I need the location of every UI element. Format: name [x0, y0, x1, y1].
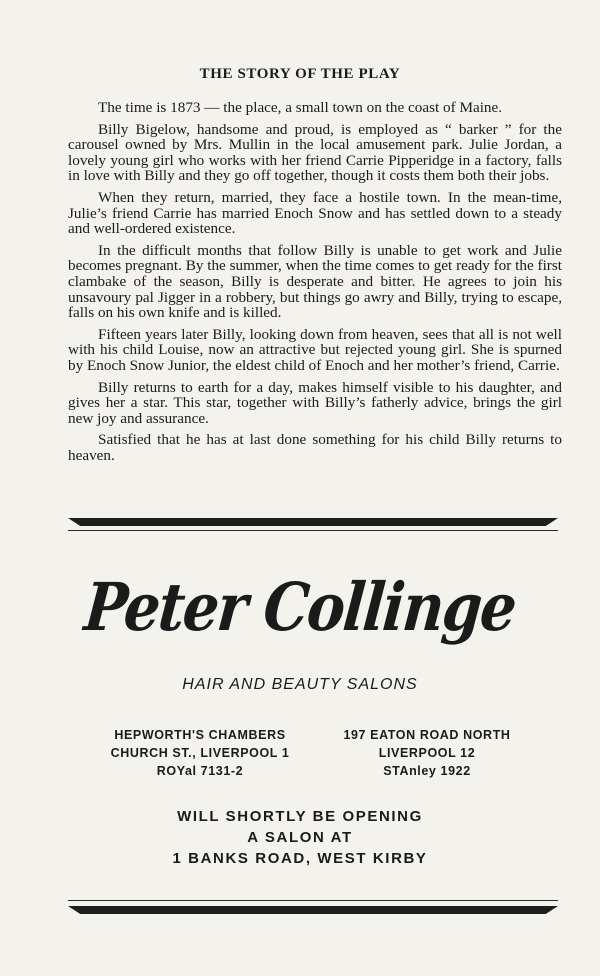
address-line: HEPWORTH'S CHAMBERS: [114, 728, 286, 742]
opening-line: A SALON AT: [247, 829, 353, 846]
address-line: 197 EATON ROAD NORTH: [343, 728, 511, 742]
bottom-divider-thin: [68, 900, 558, 901]
address-line: LIVERPOOL 12: [378, 746, 476, 760]
address-right: [320, 726, 534, 780]
opening-line: 1 BANKS ROAD, WEST KIRBY: [172, 850, 428, 867]
top-divider: [68, 518, 558, 526]
salon-tagline: HAIR AND BEAUTY SALONS: [182, 676, 418, 693]
phone-line: ROYal 7131-2: [156, 764, 244, 778]
address-line: CHURCH ST., LIVERPOOL 1: [110, 746, 290, 760]
story-paragraph: Billy returns to earth for a day, makes himself visible to his daughter, and gives her a star. This star, together with Billy’s fatherly advice, brings the girl new joy and assurance.: [68, 378, 562, 427]
brand-logo: Peter Collinge: [81, 568, 519, 646]
story-paragraph: When they return, married, they face a hostile town. In the mean-time, Julie’s friend Carrie has married Enoch Snow and has settled down to a steady and well-ordered existence.: [68, 188, 562, 238]
story-title: THE STORY OF THE PLAY: [199, 66, 401, 82]
opening-line: WILL SHORTLY BE OPENING: [177, 808, 423, 825]
story-paragraph: Fifteen years later Billy, looking down from heaven, sees that all is not well with his child Louise, now an attractive but rejected young girl. She is spurned by Enoch Snow Junior, the eldest child of Enoch and her mother’s friend, Carrie.: [68, 325, 562, 374]
story-paragraph: In the difficult months that follow Billy is unable to get work and Julie becomes pregnant. By the summer, when the time comes to get ready for the first clambake of the season, Billy is desperate and bitter. He agrees to join his unsavoury pal Jigger in a robbery, but things go awry and Billy, trying to escape, falls on his own knife and is killed.: [68, 241, 562, 322]
story-paragraph: Billy Bigelow, handsome and proud, is employed as “ barker ” for the carousel owned by Mrs. Mullin in the local amusement park. Julie Jordan, a lovely young girl who works with her friend Carrie Pipperidge in a factory, falls in love with Billy and they go off together, though it costs them both their jobs.: [68, 120, 562, 185]
bottom-divider: [68, 906, 558, 914]
story-text: [68, 100, 562, 469]
top-divider-thin: [68, 530, 558, 531]
story-paragraph: The time is 1873 — the place, a small town on the coast of Maine.: [98, 99, 503, 116]
phone-line: STAnley 1922: [383, 764, 471, 778]
opening-notice: [0, 806, 600, 869]
story-paragraph: Satisfied that he has at last done something for his child Billy returns to heaven.: [68, 431, 562, 464]
address-left: [90, 726, 310, 780]
